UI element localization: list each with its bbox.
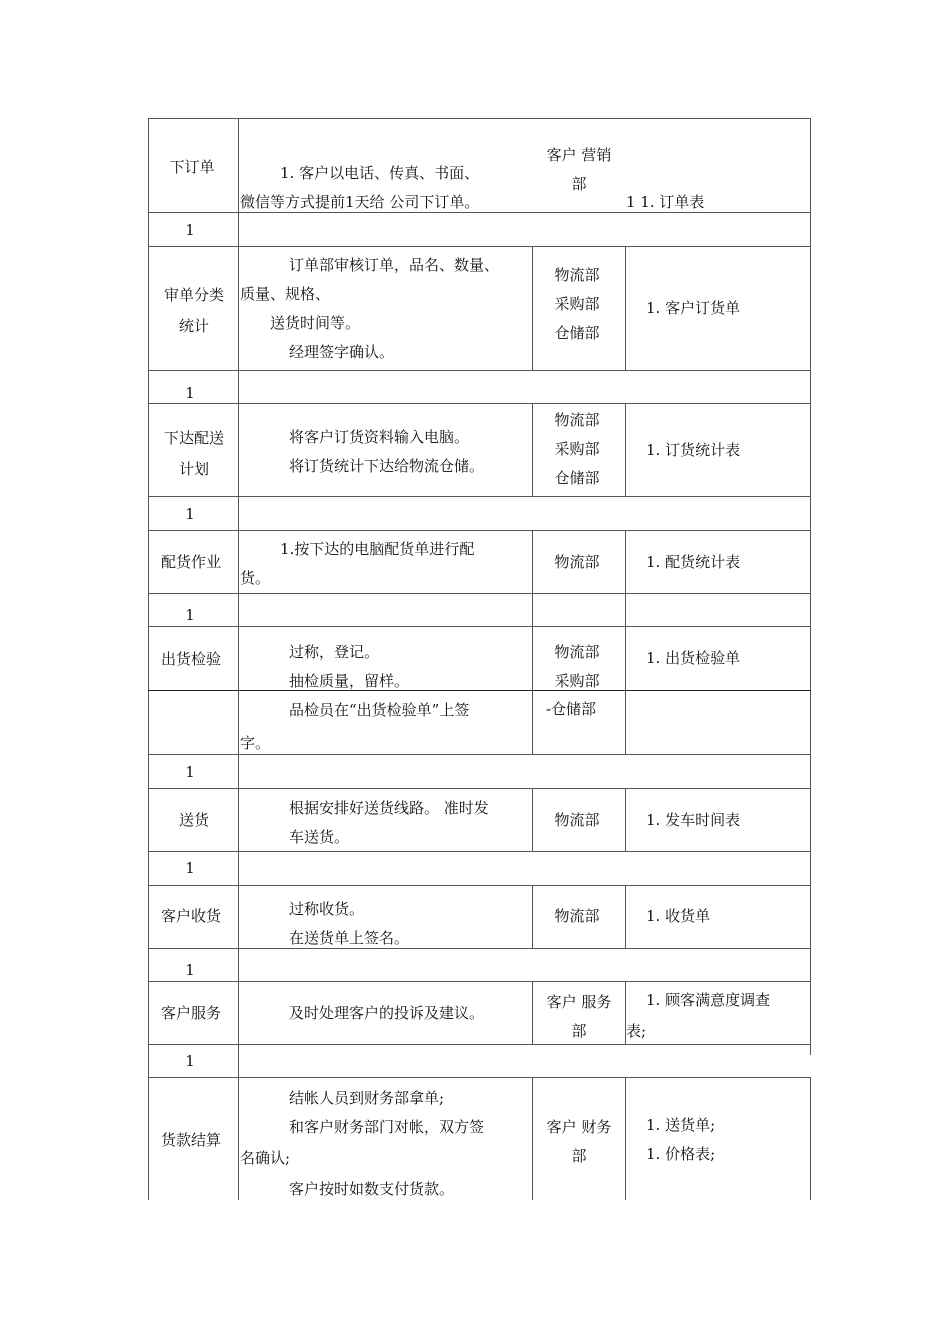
step-label: 下订单 [169, 158, 215, 176]
row-divider [148, 626, 811, 627]
step-label: 送货 [178, 811, 210, 829]
row-divider [148, 118, 811, 119]
document-line: 1 1. 订单表 [626, 193, 705, 211]
column-divider [625, 403, 626, 496]
description-line: 品检员在“出货检验单”上签 [289, 701, 470, 719]
step-label: 计划 [178, 460, 210, 478]
step-label: 统计 [178, 317, 210, 335]
department-line: 采购部 [554, 672, 600, 690]
row-divider [148, 212, 811, 213]
step-label: 客户收货 [160, 907, 222, 925]
step-label: 下达配送 [163, 429, 225, 447]
description-line: 和客户财务部门对帐，双方签 [289, 1118, 485, 1136]
description-line: 客户按时如数支付货款。 [289, 1180, 455, 1198]
description-line: 将订货统计下达给物流仓储。 [289, 457, 485, 475]
row-divider [148, 788, 811, 789]
department-line: 采购部 [554, 440, 600, 458]
row-divider [148, 496, 811, 497]
row-divider [148, 885, 811, 886]
department-line: 仓储部 [554, 469, 600, 487]
step-label: 配货作业 [160, 553, 222, 571]
step-label: 货款结算 [160, 1131, 222, 1149]
document-line: 1. 送货单; [646, 1116, 716, 1134]
description-line: 质量、规格、 [240, 285, 331, 303]
column-divider [625, 885, 626, 948]
department-line: -仓储部 [545, 700, 597, 718]
column-divider [532, 530, 533, 754]
document-line: 1. 发车时间表 [646, 811, 741, 829]
row-divider [148, 754, 811, 755]
description-line: 过称收货。 [289, 900, 365, 918]
flow-arrow-label: 1 [185, 606, 195, 624]
department-line: 仓储部 [554, 324, 600, 342]
column-divider [625, 788, 626, 851]
flow-arrow-label: 1 [185, 961, 195, 979]
department-line: 物流部 [554, 907, 600, 925]
description-line: 根据安排好送货线路。 准时发 [289, 799, 489, 817]
document-line: 1. 订货统计表 [646, 441, 741, 459]
column-divider [532, 885, 533, 948]
department-line: 物流部 [554, 811, 600, 829]
column-divider [625, 530, 626, 754]
flow-arrow-label: 1 [185, 1052, 195, 1070]
department-line: 物流部 [554, 643, 600, 661]
description-line: 过称，登记。 [289, 643, 380, 661]
department-line: 客户 财务 [546, 1118, 612, 1136]
description-line: 1.按下达的电脑配货单进行配 [280, 540, 475, 558]
department-line: 客户 营销 [546, 146, 612, 164]
description-line: 订单部审核订单，品名、数量、 [289, 256, 500, 274]
column-divider [532, 788, 533, 851]
department-line: 采购部 [554, 295, 600, 313]
row-divider [148, 1044, 811, 1045]
column-divider [532, 1077, 533, 1200]
description-line: 名确认; [240, 1149, 291, 1167]
row-divider [148, 246, 811, 247]
row-divider [148, 981, 811, 982]
description-line: 经理签字确认。 [289, 343, 395, 361]
description-line: 1. 客户以电话、传真、书面、 [280, 164, 480, 182]
department-line: 部 [571, 1022, 587, 1040]
document-line: 1. 配货统计表 [646, 553, 741, 571]
step-label: 出货检验 [160, 650, 222, 668]
department-line: 物流部 [554, 553, 600, 571]
description-line: 抽检质量，留样。 [289, 672, 410, 690]
description-line: 在送货单上签名。 [289, 929, 410, 947]
description-line: 结帐人员到财务部拿单; [289, 1089, 445, 1107]
step-label: 审单分类 [163, 286, 225, 304]
document-line: 1. 收货单 [646, 907, 711, 925]
department-line: 部 [571, 175, 587, 193]
row-divider [148, 403, 811, 404]
description-line: 车送货。 [289, 828, 350, 846]
row-divider [148, 851, 811, 852]
column-divider [625, 246, 626, 370]
row-divider [148, 690, 811, 691]
flow-arrow-label: 1 [185, 859, 195, 877]
flow-arrow-label: 1 [185, 221, 195, 239]
department-line: 部 [571, 1147, 587, 1165]
description-line: 及时处理客户的投诉及建议。 [289, 1004, 485, 1022]
department-line: 物流部 [554, 266, 600, 284]
document-line: 1. 出货检验单 [646, 649, 741, 667]
description-line: 送货时间等。 [270, 314, 361, 332]
flow-arrow-label: 1 [185, 384, 195, 402]
row-divider [148, 530, 811, 531]
table-border-right [810, 118, 811, 1055]
column-divider [532, 246, 533, 370]
flow-arrow-label: 1 [185, 763, 195, 781]
document-line: 表; [626, 1022, 647, 1040]
step-label: 客户服务 [160, 1004, 222, 1022]
column-divider [625, 1077, 626, 1200]
document-line: 1. 客户订货单 [646, 299, 741, 317]
description-line: 将客户订货资料输入电脑。 [289, 428, 470, 446]
row-divider [148, 948, 811, 949]
column-divider [532, 403, 533, 496]
document-line: 1. 价格表; [646, 1145, 716, 1163]
document-line: 1. 顾客满意度调查 [646, 991, 771, 1009]
department-line: 客户 服务 [546, 993, 612, 1011]
department-line: 物流部 [554, 411, 600, 429]
description-line: 字。 [240, 734, 271, 752]
table-border-left [148, 118, 149, 1200]
description-line: 微信等方式提前1天给 公司下订单。 [240, 193, 480, 211]
row-divider [148, 1077, 811, 1078]
column-divider [532, 981, 533, 1044]
description-line: 货。 [240, 569, 271, 587]
row-divider [148, 593, 811, 594]
column-divider [238, 118, 239, 1200]
row-divider [148, 370, 811, 371]
flow-arrow-label: 1 [185, 505, 195, 523]
table-border-right [810, 1077, 811, 1200]
